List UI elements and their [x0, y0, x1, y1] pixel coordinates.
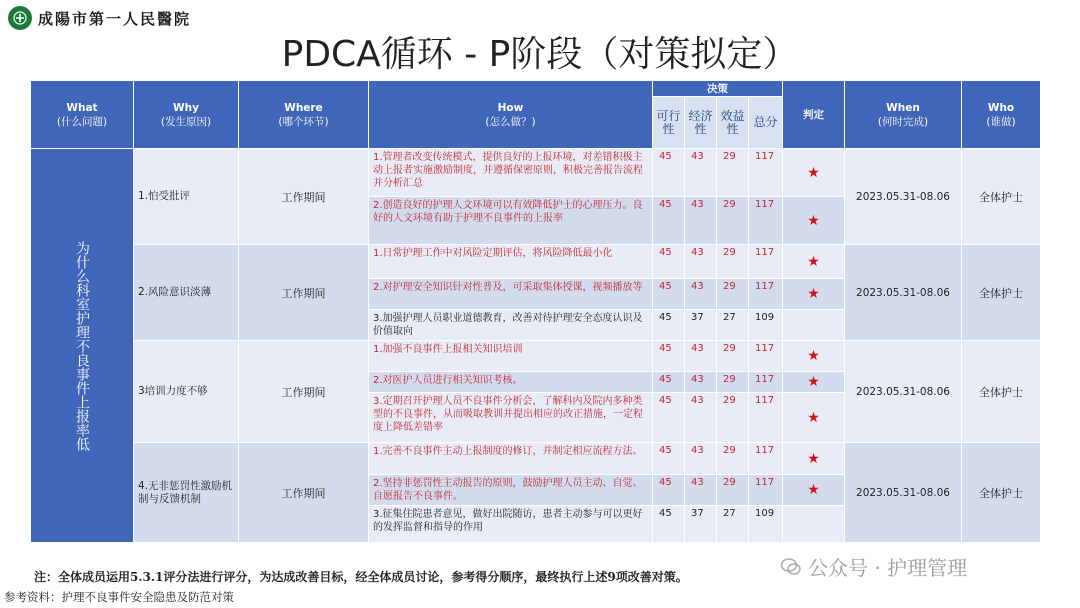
- benefit-score: 27: [717, 310, 749, 341]
- how-measure-cell: 2.坚持非惩罚性主动报告的原则，鼓励护理人员主动、自觉、自愿报告不良事件。: [369, 475, 653, 506]
- benefit-score: 29: [717, 393, 749, 443]
- selected-star-icon: ★: [783, 279, 845, 310]
- total-score: 117: [749, 393, 783, 443]
- economy-score: 37: [685, 310, 717, 341]
- how-measure-cell: 3.定期召开护理人员不良事件分析会，了解科内及院内多种类型的不良事件，从而吸取教训并提出相应的改正措施，一定程度上降低差错率: [369, 393, 653, 443]
- benefit-score: 29: [717, 341, 749, 372]
- how-measure-cell: 1.日常护理工作中对风险定期评估，将风险降低最小化: [369, 245, 653, 279]
- selected-star-icon: ★: [783, 341, 845, 372]
- feasibility-score: 45: [653, 245, 685, 279]
- total-score: 117: [749, 279, 783, 310]
- feasibility-score: 45: [653, 197, 685, 245]
- when-period-cell: 2023.05.31-08.06: [845, 149, 962, 245]
- feasibility-score: 45: [653, 393, 685, 443]
- selected-star-icon: ★: [783, 475, 845, 506]
- reference-line: 参考资料：护理不良事件安全隐患及防范对策: [4, 590, 234, 604]
- why-cause-cell: 1.怕受批评: [134, 149, 239, 245]
- benefit-score: 29: [717, 475, 749, 506]
- benefit-score: 27: [717, 506, 749, 543]
- who-owner-cell: 全体护士: [962, 149, 1041, 245]
- economy-score: 43: [685, 475, 717, 506]
- table-row: [31, 245, 1041, 279]
- hospital-name: 成陽市第一人民醫院: [38, 9, 192, 28]
- selected-star-icon: ★: [783, 149, 845, 197]
- economy-score: 43: [685, 393, 717, 443]
- economy-score: 37: [685, 506, 717, 543]
- where-cell: 工作期间: [239, 443, 369, 543]
- feasibility-score: 45: [653, 279, 685, 310]
- why-cause-cell: 2.风险意识淡薄: [134, 245, 239, 341]
- feasibility-score: 45: [653, 372, 685, 393]
- total-score: 109: [749, 506, 783, 543]
- benefit-score: 29: [717, 245, 749, 279]
- total-score: 109: [749, 310, 783, 341]
- selected-star-icon: ★: [783, 197, 845, 245]
- how-measure-cell: 1.管理者改变传统模式，提供良好的上报环境，对差错积极主动上报者实施激励制度，并遵循保密原则，积极完善报告流程并分析汇总: [369, 149, 653, 197]
- header-why: Why (发生原因): [134, 81, 239, 149]
- how-measure-cell: 1.完善不良事件主动上报制度的修订，并制定相应流程方法。: [369, 443, 653, 475]
- header-where: Where (哪个环节): [239, 81, 369, 149]
- footnote: 注：全体成员运用5.3.1评分法进行评分，为达成改善目标，经全体成员讨论，参考得分顺序，最终执行上述9项改善对策。: [34, 570, 688, 584]
- total-score: 117: [749, 443, 783, 475]
- how-measure-cell: 2.创造良好的护理人文环境可以有效降低护士的心理压力。良好的人文环境有助于护理不良事件的上报率: [369, 197, 653, 245]
- economy-score: 43: [685, 279, 717, 310]
- who-owner-cell: 全体护士: [962, 341, 1041, 443]
- selected-star-icon: ★: [783, 245, 845, 279]
- header-decision: 决策: [653, 81, 783, 97]
- feasibility-score: 45: [653, 149, 685, 197]
- economy-score: 43: [685, 443, 717, 475]
- header-feasibility: 可行性: [653, 97, 685, 149]
- who-owner-cell: 全体护士: [962, 443, 1041, 543]
- watermark: [780, 552, 967, 581]
- where-cell: 工作期间: [239, 341, 369, 443]
- benefit-score: 29: [717, 197, 749, 245]
- economy-score: 43: [685, 149, 717, 197]
- total-score: 117: [749, 245, 783, 279]
- table-row: [31, 443, 1041, 475]
- page-title: PDCA循环 - P阶段（对策拟定）: [281, 34, 799, 75]
- total-score: 117: [749, 197, 783, 245]
- where-cell: 工作期间: [239, 149, 369, 245]
- header-who: Who (谁做): [962, 81, 1041, 149]
- header-how: How (怎么做？): [369, 81, 653, 149]
- economy-score: 43: [685, 372, 717, 393]
- selected-star-icon: ★: [783, 443, 845, 475]
- benefit-score: 29: [717, 443, 749, 475]
- total-score: 117: [749, 372, 783, 393]
- benefit-score: 29: [717, 279, 749, 310]
- when-period-cell: 2023.05.31-08.06: [845, 341, 962, 443]
- header-when: When (何时完成): [845, 81, 962, 149]
- economy-score: 43: [685, 245, 717, 279]
- feasibility-score: 45: [653, 443, 685, 475]
- wechat-icon: [780, 556, 802, 578]
- why-cause-cell: 3培训力度不够: [134, 341, 239, 443]
- benefit-score: 29: [717, 372, 749, 393]
- table-body: [31, 149, 1041, 543]
- why-cause-cell: 4.无非惩罚性激励机制与反馈机制: [134, 443, 239, 543]
- header-what: What (什么问题): [31, 81, 134, 149]
- benefit-score: 29: [717, 149, 749, 197]
- where-cell: 工作期间: [239, 245, 369, 341]
- how-measure-cell: 3.加强护理人员职业道德教育，改善对待护理安全态度认识及价值取向: [369, 310, 653, 341]
- total-score: 117: [749, 475, 783, 506]
- selected-star-icon: ★: [783, 393, 845, 443]
- what-problem-cell: 为什么科室护理不良事件上报率低: [31, 149, 134, 543]
- total-score: 117: [749, 149, 783, 197]
- how-measure-cell: 2.对护理安全知识针对性普及，可采取集体授课，视频播放等: [369, 279, 653, 310]
- feasibility-score: 45: [653, 506, 685, 543]
- when-period-cell: 2023.05.31-08.06: [845, 245, 962, 341]
- countermeasure-table: [30, 80, 1041, 543]
- feasibility-score: 45: [653, 475, 685, 506]
- feasibility-score: 45: [653, 341, 685, 372]
- who-owner-cell: 全体护士: [962, 245, 1041, 341]
- when-period-cell: 2023.05.31-08.06: [845, 443, 962, 543]
- economy-score: 43: [685, 341, 717, 372]
- header-judge: 判定: [783, 81, 845, 149]
- watermark-text: 公众号 · 护理管理: [808, 556, 968, 580]
- how-measure-cell: 2.对医护人员进行相关知识考核。: [369, 372, 653, 393]
- how-measure-cell: 1.加强不良事件上报相关知识培训: [369, 341, 653, 372]
- how-measure-cell: 3.征集住院患者意见，做好出院随访，患者主动参与可以更好的发挥监督和指导的作用: [369, 506, 653, 543]
- selected-star-icon: [783, 310, 845, 341]
- header-total: 总分: [749, 97, 783, 149]
- table-row: [31, 341, 1041, 372]
- economy-score: 43: [685, 197, 717, 245]
- table-row: [31, 149, 1041, 197]
- selected-star-icon: [783, 506, 845, 543]
- selected-star-icon: ★: [783, 372, 845, 393]
- header-economy: 经济性: [685, 97, 717, 149]
- feasibility-score: 45: [653, 310, 685, 341]
- header-benefit: 效益性: [717, 97, 749, 149]
- countermeasure-table-container: [30, 80, 1040, 552]
- total-score: 117: [749, 341, 783, 372]
